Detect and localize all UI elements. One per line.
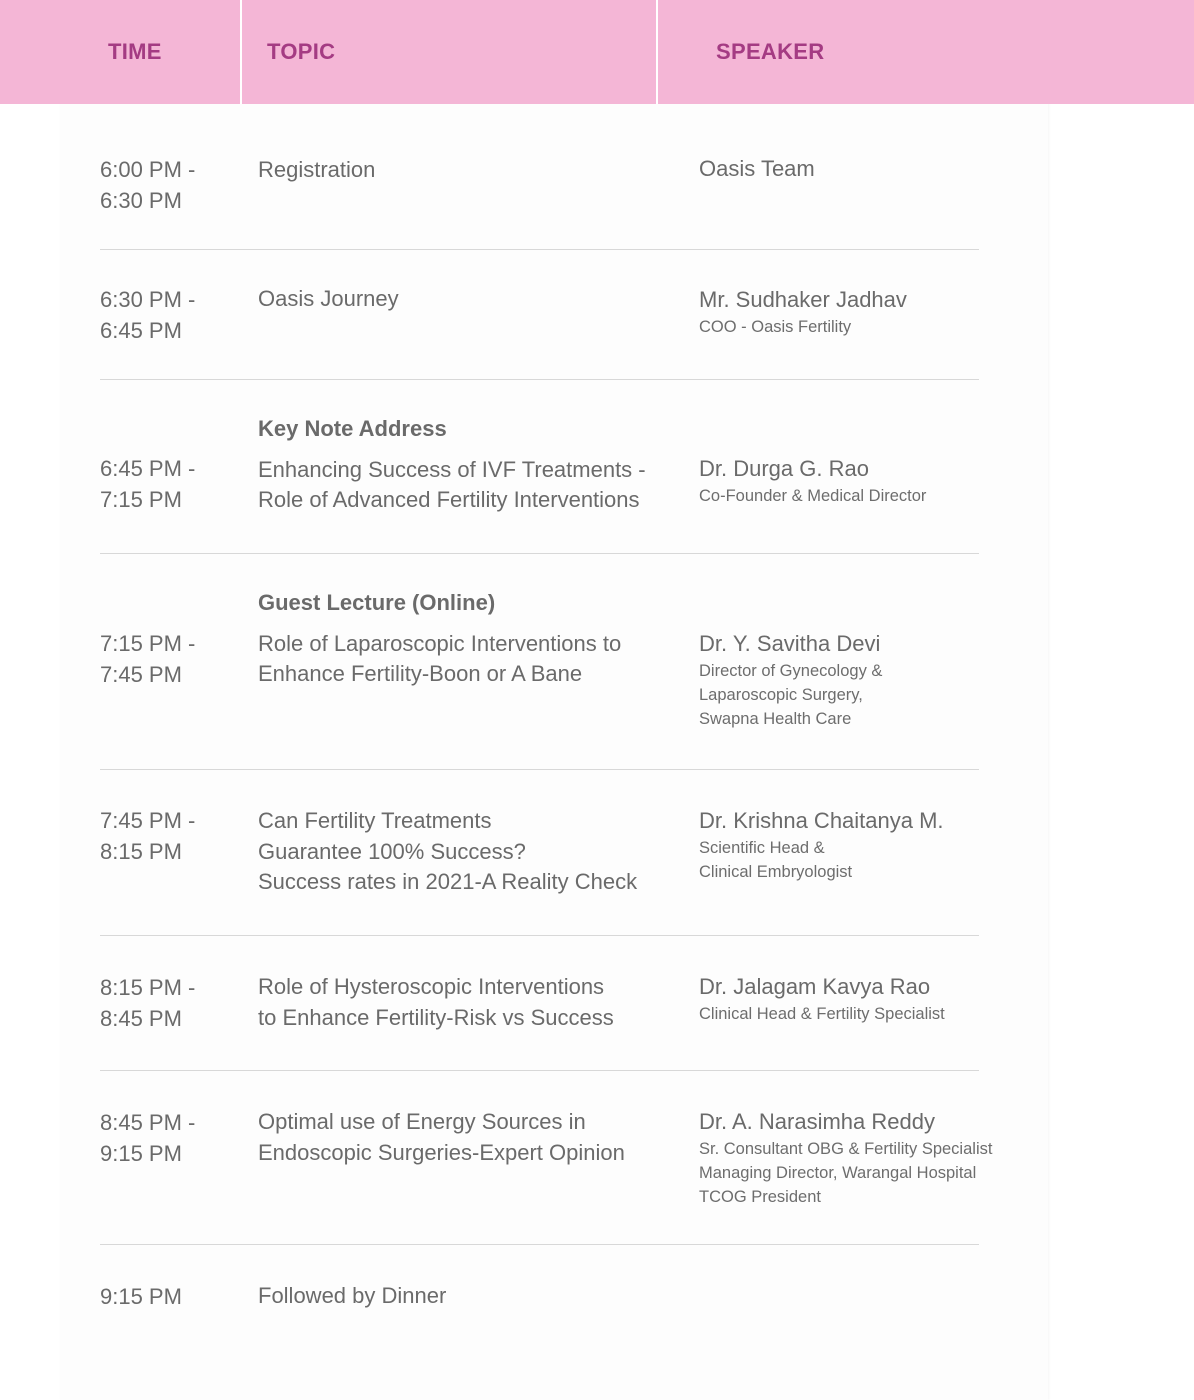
row-speaker: [699, 806, 944, 884]
row-speaker: [699, 154, 815, 184]
speaker-name: Dr. Y. Savitha Devi: [699, 631, 881, 656]
row-divider: [100, 935, 979, 936]
speaker-role: Swapna Health Care: [699, 710, 852, 728]
row-time: 6:00 PM - 6:30 PM: [100, 157, 196, 213]
speaker-role: Sr. Consultant OBG & Fertility Specialist: [699, 1140, 993, 1158]
row-topic: Guest Lecture (Online) Role of Laparoscopic Interventions to Enhance Fertility-Boon or A Bane: [258, 590, 622, 686]
row-topic: Role of Hysteroscopic Interventions to Enhance Fertility-Risk vs Success: [258, 974, 614, 1030]
speaker-name: Dr. Jalagam Kavya Rao: [699, 974, 931, 999]
row-divider: [100, 769, 979, 770]
speaker-name: Dr. Krishna Chaitanya M.: [699, 808, 944, 833]
header-speaker: SPEAKER: [716, 39, 825, 64]
speaker-name: Mr. Sudhaker Jadhav: [699, 287, 907, 312]
topic-title: Key Note Address: [258, 416, 447, 441]
speaker-role: Clinical Head & Fertility Specialist: [699, 1005, 945, 1023]
row-time: 9:15 PM: [100, 1284, 182, 1309]
row-time: 6:30 PM - 6:45 PM: [100, 287, 196, 343]
speaker-role: Scientific Head &: [699, 839, 825, 857]
row-divider: [100, 553, 979, 554]
row-speaker: [699, 1107, 992, 1209]
row-topic: Registration: [258, 157, 376, 182]
speaker-name: Dr. Durga G. Rao: [699, 456, 869, 481]
row-speaker: [699, 972, 945, 1026]
header-divider: [656, 0, 658, 104]
table-header: [0, 0, 1194, 104]
row-divider: [100, 1244, 979, 1245]
row-time: 6:45 PM - 7:15 PM: [100, 456, 196, 512]
row-divider: [100, 1070, 979, 1071]
speaker-role: Co-Founder & Medical Director: [699, 487, 927, 505]
row-divider: [100, 249, 979, 250]
row-topic: Followed by Dinner: [258, 1283, 447, 1308]
row-speaker: [699, 285, 907, 339]
row-topic: Oasis Journey: [258, 286, 399, 311]
header-divider: [240, 0, 242, 104]
row-divider: [100, 379, 979, 380]
header-time: TIME: [108, 39, 162, 64]
row-time: 8:15 PM - 8:45 PM: [100, 975, 196, 1031]
row-speaker: [699, 629, 882, 731]
header-topic: TOPIC: [267, 39, 336, 64]
topic-title: Guest Lecture (Online): [258, 590, 496, 615]
row-time: 7:45 PM - 8:15 PM: [100, 808, 196, 864]
speaker-role: Director of Gynecology &: [699, 662, 883, 680]
row-topic: Optimal use of Energy Sources in Endoscopic Surgeries-Expert Opinion: [258, 1109, 625, 1165]
row-time: 8:45 PM - 9:15 PM: [100, 1110, 196, 1166]
speaker-name: Oasis Team: [699, 156, 815, 181]
speaker-role: TCOG President: [699, 1188, 821, 1206]
row-topic: Can Fertility Treatments Guarantee 100% Success? Success rates in 2021-A Reality Check: [258, 808, 638, 894]
speaker-name: Dr. A. Narasimha Reddy: [699, 1109, 935, 1134]
speaker-role: COO - Oasis Fertility: [699, 318, 852, 336]
row-speaker: [699, 454, 926, 508]
speaker-role: Laparoscopic Surgery,: [699, 686, 863, 704]
row-topic: Key Note Address Enhancing Success of IVF Treatments - Role of Advanced Fertility Interventions: [258, 416, 646, 512]
speaker-role: Managing Director, Warangal Hospital: [699, 1164, 977, 1182]
row-time: 7:15 PM - 7:45 PM: [100, 631, 196, 687]
speaker-role: Clinical Embryologist: [699, 863, 853, 881]
